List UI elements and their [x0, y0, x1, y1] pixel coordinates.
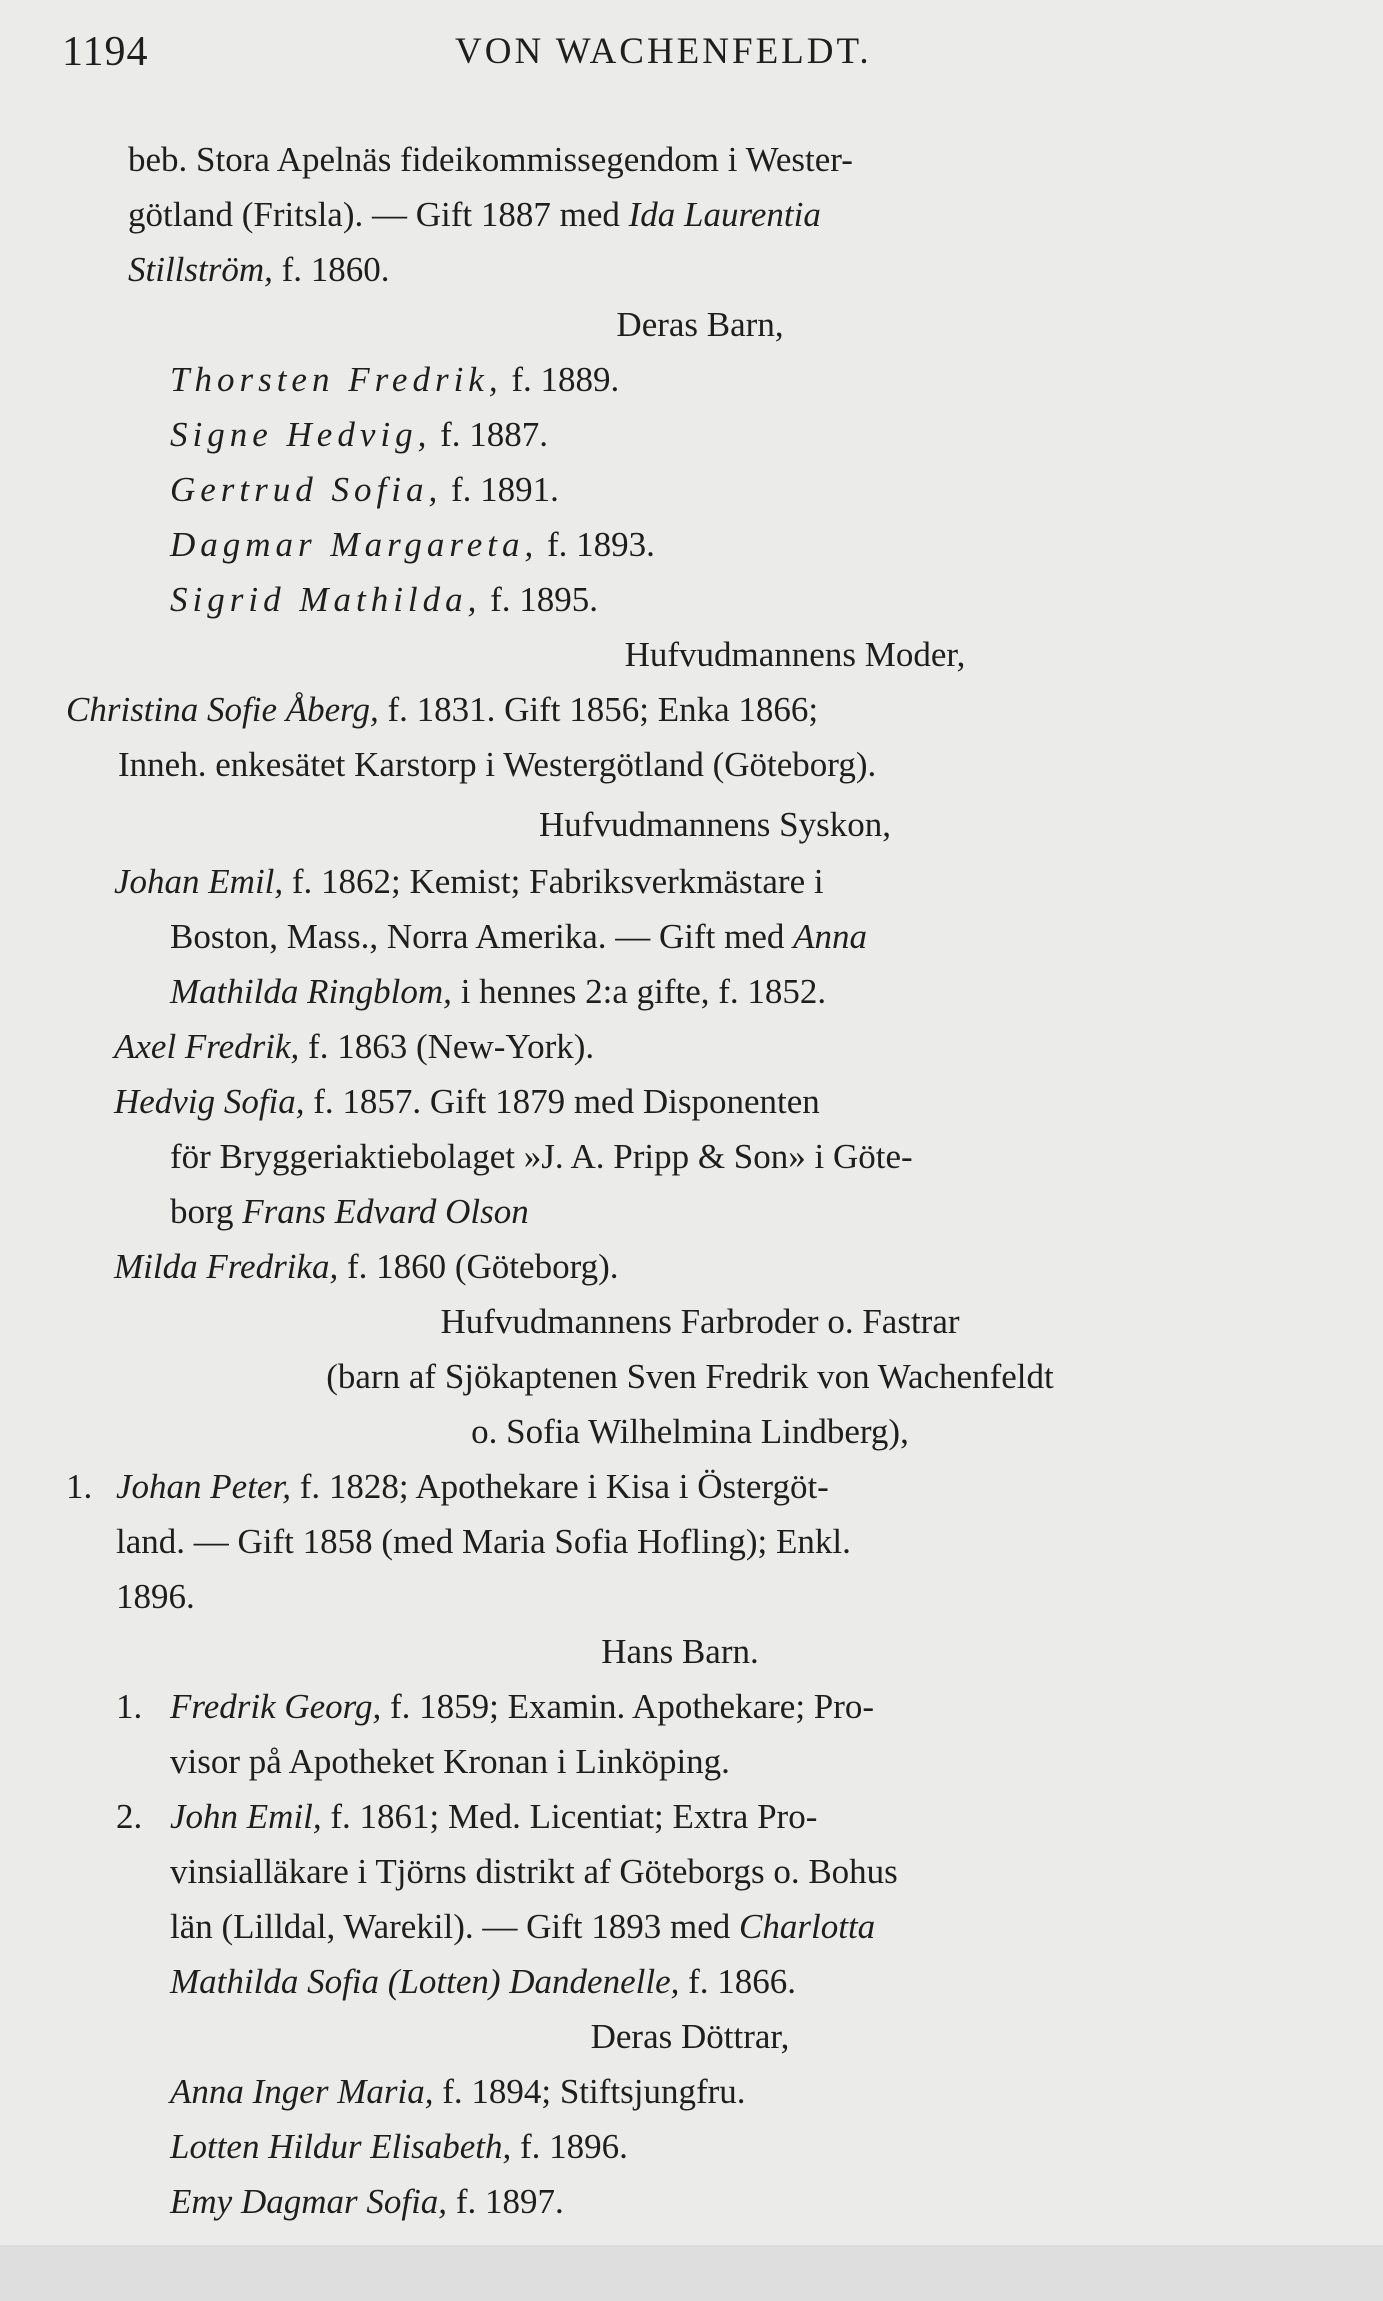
- section-subheading: (barn af Sjökaptenen Sven Fredrik von Wachenfeldt: [326, 1357, 1054, 1396]
- text-line: borg Frans Edvard Olson: [170, 1192, 529, 1231]
- text-line: land. — Gift 1858 (med Maria Sofia Hofling); Enkl.: [116, 1522, 851, 1561]
- section-heading: Hufvudmannens Moder,: [624, 635, 966, 674]
- section-heading: Hufvudmannens Syskon,: [539, 805, 891, 844]
- text-line: Boston, Mass., Norra Amerika. — Gift med Anna: [170, 917, 868, 956]
- section-heading: Hufvudmannens Farbroder o. Fastrar: [440, 1302, 960, 1341]
- section-heading: Hans Barn.: [601, 1632, 759, 1671]
- text-line: Stillström, f. 1860.: [128, 250, 390, 289]
- section-subheading: o. Sofia Wilhelmina Lindberg),: [471, 1412, 909, 1451]
- text-line: Mathilda Sofia (Lotten) Dandenelle, f. 1866.: [170, 1962, 797, 2001]
- text-line: beb. Stora Apelnäs fideikommissegendom i Wester-: [128, 140, 853, 179]
- person-entry: Dagmar Margareta, f. 1893.: [170, 525, 655, 564]
- person-entry: Signe Hedvig, f. 1887.: [170, 415, 548, 454]
- text-line: 1896.: [116, 1577, 195, 1616]
- text-line: vinsialläkare i Tjörns distrikt af Göteborgs o. Bohus: [170, 1852, 898, 1891]
- person-entry: Christina Sofie Åberg, f. 1831. Gift 1856; Enka 1866;: [66, 690, 819, 729]
- person-entry: Axel Fredrik, f. 1863 (New-York).: [114, 1027, 595, 1066]
- person-entry: Thorsten Fredrik, f. 1889.: [170, 360, 620, 399]
- running-head: VON WACHENFELDT.: [455, 31, 872, 72]
- text-line: götland (Fritsla). — Gift 1887 med Ida Laurentia: [128, 195, 821, 234]
- text-line: för Bryggeriaktiebolaget »J. A. Pripp & Son» i Göte-: [170, 1137, 913, 1176]
- entry-number: 1.: [66, 1467, 93, 1506]
- section-heading: Deras Barn,: [616, 305, 784, 344]
- person-entry: Sigrid Mathilda, f. 1895.: [170, 580, 599, 619]
- text-line: Inneh. enkesätet Karstorp i Westergötland (Göteborg).: [118, 745, 877, 784]
- person-entry: Johan Emil, f. 1862; Kemist; Fabriksverkmästare i: [114, 862, 824, 901]
- person-entry: Anna Inger Maria, f. 1894; Stiftsjungfru.: [170, 2072, 746, 2111]
- person-entry: John Emil, f. 1861; Med. Licentiat; Extra Pro-: [170, 1797, 818, 1836]
- entry-number: 1.: [116, 1687, 143, 1726]
- page-number: 1194: [62, 29, 149, 75]
- person-entry: Fredrik Georg, f. 1859; Examin. Apothekare; Pro-: [170, 1687, 875, 1726]
- text-line: län (Lilldal, Warekil). — Gift 1893 med Charlotta: [170, 1907, 876, 1946]
- person-entry: Lotten Hildur Elisabeth, f. 1896.: [170, 2127, 628, 2166]
- person-entry: Hedvig Sofia, f. 1857. Gift 1879 med Disponenten: [114, 1082, 820, 1121]
- person-entry: Gertrud Sofia, f. 1891.: [170, 470, 559, 509]
- person-entry: Milda Fredrika, f. 1860 (Göteborg).: [114, 1247, 619, 1286]
- text-line: visor på Apotheket Kronan i Linköping.: [170, 1742, 730, 1781]
- text-line: Mathilda Ringblom, i hennes 2:a gifte, f. 1852.: [170, 972, 827, 1011]
- page-bottom-margin: [0, 2245, 1383, 2301]
- person-entry: Emy Dagmar Sofia, f. 1897.: [170, 2182, 564, 2221]
- section-heading: Deras Döttrar,: [590, 2017, 790, 2056]
- person-entry: Johan Peter, f. 1828; Apothekare i Kisa i Östergöt-: [116, 1467, 829, 1506]
- entry-number: 2.: [116, 1797, 143, 1836]
